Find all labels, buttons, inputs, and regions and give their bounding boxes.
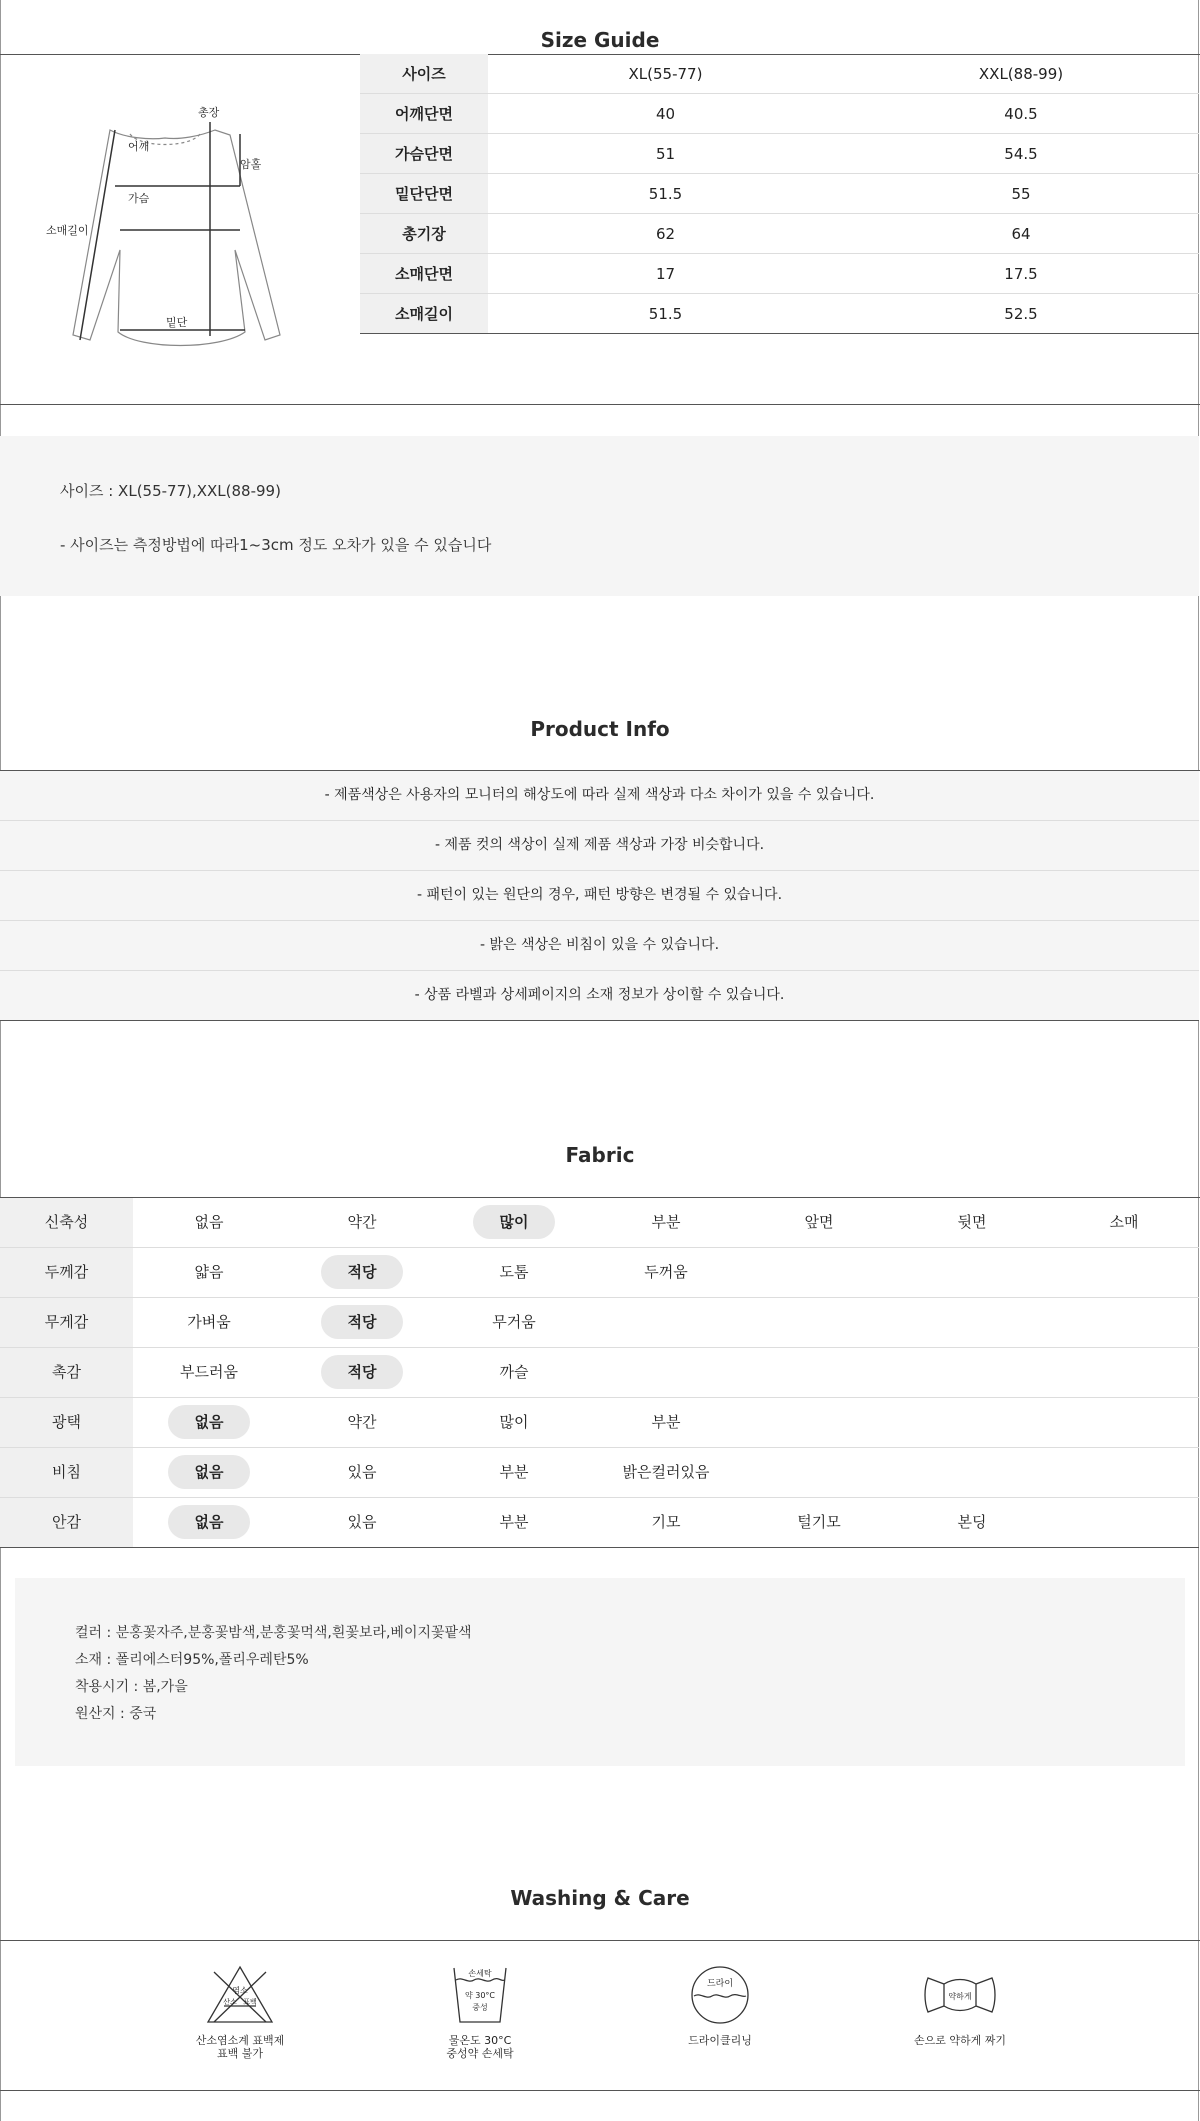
fabric-row (0, 1298, 1199, 1348)
cell-value: 52.5 (843, 294, 1199, 334)
fabric-option-label: 본딩 (957, 1513, 987, 1531)
icon-text: 표백 (243, 1998, 257, 2006)
fabric-option (590, 1498, 742, 1547)
table-row (360, 94, 1199, 134)
icon-text: 약하게 (948, 1992, 972, 2001)
label-shoulder: 어깨 (128, 140, 150, 153)
list-item: - 패턴이 있는 원단의 경우, 패턴 방향은 변경될 수 있습니다. (0, 871, 1199, 921)
fabric-option-selected (286, 1348, 438, 1397)
fabric-option-label: 기모 (651, 1513, 681, 1531)
care-label: 손으로 약하게 짜기 (913, 2034, 1006, 2047)
fabric-option-label: 있음 (347, 1513, 377, 1531)
fabric-option (438, 1348, 590, 1397)
gentle-wring-icon (920, 1964, 1000, 2026)
fabric-row (0, 1498, 1199, 1548)
fabric-option (590, 1248, 742, 1297)
fabric-table (0, 1198, 1199, 1548)
fabric-option (743, 1198, 895, 1247)
icon-text: 드라이 (706, 1979, 734, 1989)
care-label: 드라이클리닝 (688, 2034, 752, 2047)
fabric-option (590, 1198, 742, 1247)
note-tolerance: - 사이즈는 측정방법에 따라1~3cm 정도 오차가 있을 수 있습니다 (60, 536, 492, 554)
table-row (360, 214, 1199, 254)
icon-text: 염소 (232, 1986, 248, 1995)
table-row (360, 174, 1199, 214)
fabric-option (133, 1248, 285, 1297)
fabric-option (438, 1398, 590, 1447)
fabric-row (0, 1448, 1199, 1498)
row-label: 어깨단면 (360, 94, 488, 134)
fabric-option (133, 1198, 285, 1247)
icon-text: 산소 (223, 1998, 237, 2006)
label-chest: 가슴 (128, 192, 150, 205)
table-row (360, 134, 1199, 174)
fabric-row-label: 비침 (0, 1448, 133, 1497)
fabric-option-label: 털기모 (797, 1513, 841, 1531)
row-label: 소매길이 (360, 294, 488, 334)
fabric-option-label: 도톰 (499, 1263, 529, 1281)
fabric-option-label: 적당 (321, 1355, 403, 1389)
icon-text: 손세탁 (468, 1969, 492, 1978)
list-item: - 제품색상은 사용자의 모니터의 해상도에 따라 실제 색상과 다소 차이가 있을 수 있습니다. (0, 771, 1199, 821)
fabric-option-label: 뒷면 (957, 1213, 987, 1231)
label-sleeve-length: 소매길이 (46, 224, 89, 237)
icon-text: 약 30°C (464, 1991, 496, 2000)
fabric-row-label: 안감 (0, 1498, 133, 1547)
care-label: 표백 불가 (216, 2047, 263, 2060)
hand-wash-icon (440, 1964, 520, 2026)
cell-value: 51 (488, 134, 843, 174)
fabric-option (286, 1198, 438, 1247)
fabric-option (590, 1398, 742, 1447)
label-armhole: 암홀 (240, 158, 262, 171)
cell-value: 51.5 (488, 174, 843, 214)
fabric-row-label: 촉감 (0, 1348, 133, 1397)
fabric-row (0, 1248, 1199, 1298)
fabric-option (286, 1448, 438, 1497)
row-label: 소매단면 (360, 254, 488, 294)
fabric-row (0, 1348, 1199, 1398)
care-item-hand-wash (400, 1964, 560, 2060)
fabric-option (438, 1298, 590, 1347)
cell-value: 17.5 (843, 254, 1199, 294)
fabric-option-label: 부분 (499, 1513, 529, 1531)
fabric-option (438, 1498, 590, 1547)
list-item: - 밝은 색상은 비침이 있을 수 있습니다. (0, 921, 1199, 971)
fabric-option (286, 1498, 438, 1547)
cell-value: 55 (843, 174, 1199, 214)
cell-value: 17 (488, 254, 843, 294)
fabric-option (438, 1448, 590, 1497)
detail-origin: 원산지 : 중국 (75, 1706, 157, 1722)
fabric-row-label: 두께감 (0, 1248, 133, 1297)
fabric-option-selected (133, 1498, 285, 1547)
fabric-option-label: 없음 (168, 1405, 250, 1439)
washing-title: Washing & Care (510, 1886, 690, 1910)
size-table (360, 54, 1199, 334)
product-info-title: Product Info (530, 717, 670, 741)
fabric-option-label: 약간 (347, 1213, 377, 1231)
divider (0, 1940, 1200, 1941)
fabric-option-label: 부분 (651, 1213, 681, 1231)
fabric-row-label: 광택 (0, 1398, 133, 1447)
size-notes (0, 436, 1199, 596)
size-col-xl: XL(55-77) (488, 54, 843, 94)
row-label: 가슴단면 (360, 134, 488, 174)
fabric-option (133, 1298, 285, 1347)
fabric-option (743, 1498, 895, 1547)
detail-color: 컬러 : 분홍꽃자주,분홍꽃밤색,분홍꽃먹색,흰꽃보라,베이지꽃팥색 (75, 1625, 472, 1641)
fabric-option (438, 1248, 590, 1297)
divider (0, 404, 1200, 405)
fabric-option-label: 적당 (321, 1305, 403, 1339)
size-guide-title: Size Guide (540, 28, 660, 52)
care-item-no-bleach (160, 1964, 320, 2060)
fabric-option-label: 부분 (499, 1463, 529, 1481)
fabric-option-label: 밝은컬러있음 (622, 1463, 710, 1481)
fabric-option-label: 있음 (347, 1463, 377, 1481)
fabric-option-label: 부분 (651, 1413, 681, 1431)
no-bleach-icon (200, 1964, 280, 2026)
fabric-option (896, 1198, 1048, 1247)
fabric-option-label: 부드러움 (180, 1363, 238, 1381)
fabric-option-label: 소매 (1109, 1213, 1139, 1231)
fabric-row-label: 신축성 (0, 1198, 133, 1247)
size-header-label: 사이즈 (360, 54, 488, 94)
icon-text: 중성 (472, 2003, 488, 2012)
fabric-option-selected (133, 1398, 285, 1447)
care-label: 산소염소계 표백제 (195, 2034, 285, 2047)
fabric-option-label: 까슬 (499, 1363, 529, 1381)
fabric-option-selected (286, 1248, 438, 1297)
fabric-option-selected (286, 1298, 438, 1347)
fabric-option-label: 가벼움 (187, 1313, 231, 1331)
cell-value: 51.5 (488, 294, 843, 334)
care-label: 중성약 손세탁 (446, 2047, 514, 2060)
fabric-option (133, 1348, 285, 1397)
fabric-option-label: 없음 (194, 1213, 224, 1231)
fabric-option (286, 1398, 438, 1447)
label-total-length: 총장 (198, 106, 220, 119)
fabric-option-label: 많이 (473, 1205, 555, 1239)
row-label: 총기장 (360, 214, 488, 254)
cell-value: 64 (843, 214, 1199, 254)
fabric-row-label: 무게감 (0, 1298, 133, 1347)
cell-value: 62 (488, 214, 843, 254)
fabric-option-selected (438, 1198, 590, 1247)
cell-value: 54.5 (843, 134, 1199, 174)
detail-material: 소재 : 폴리에스터95%,폴리우레탄5% (75, 1652, 309, 1668)
fabric-option (896, 1498, 1048, 1547)
row-label: 밑단단면 (360, 174, 488, 214)
fabric-row (0, 1198, 1199, 1248)
table-row (360, 294, 1199, 334)
cell-value: 40 (488, 94, 843, 134)
fabric-option-label: 많이 (499, 1413, 529, 1431)
care-item-gentle-wring (880, 1964, 1040, 2047)
fabric-option-selected (133, 1448, 285, 1497)
dry-clean-icon (680, 1964, 760, 2026)
garment-diagram (40, 100, 300, 360)
fabric-option-label: 얇음 (194, 1263, 224, 1281)
fabric-option-label: 무거움 (492, 1313, 536, 1331)
fabric-row (0, 1398, 1199, 1448)
product-details (15, 1578, 1185, 1766)
list-item: - 제품 컷의 색상이 실제 제품 색상과 가장 비슷합니다. (0, 821, 1199, 871)
list-item: - 상품 라벨과 상세페이지의 소재 정보가 상이할 수 있습니다. (0, 971, 1199, 1021)
label-hem: 밑단 (166, 316, 188, 329)
note-sizes: 사이즈 : XL(55-77),XXL(88-99) (60, 482, 281, 500)
table-row (360, 254, 1199, 294)
divider (0, 2090, 1200, 2091)
care-item-dry-clean (640, 1964, 800, 2047)
cell-value: 40.5 (843, 94, 1199, 134)
care-label: 물온도 30°C (448, 2034, 512, 2047)
fabric-option (590, 1448, 742, 1497)
fabric-title: Fabric (565, 1143, 635, 1167)
fabric-option-label: 약간 (347, 1413, 377, 1431)
fabric-option-label: 없음 (168, 1455, 250, 1489)
fabric-option-label: 적당 (321, 1255, 403, 1289)
detail-season: 착용시기 : 봄,가을 (75, 1679, 188, 1695)
size-col-xxl: XXL(88-99) (843, 54, 1199, 94)
fabric-option-label: 앞면 (804, 1213, 834, 1231)
fabric-option-label: 두꺼움 (644, 1263, 688, 1281)
fabric-option-label: 없음 (168, 1505, 250, 1539)
product-info-list (0, 771, 1199, 1021)
fabric-option (1048, 1198, 1200, 1247)
size-table-header (360, 54, 1199, 94)
